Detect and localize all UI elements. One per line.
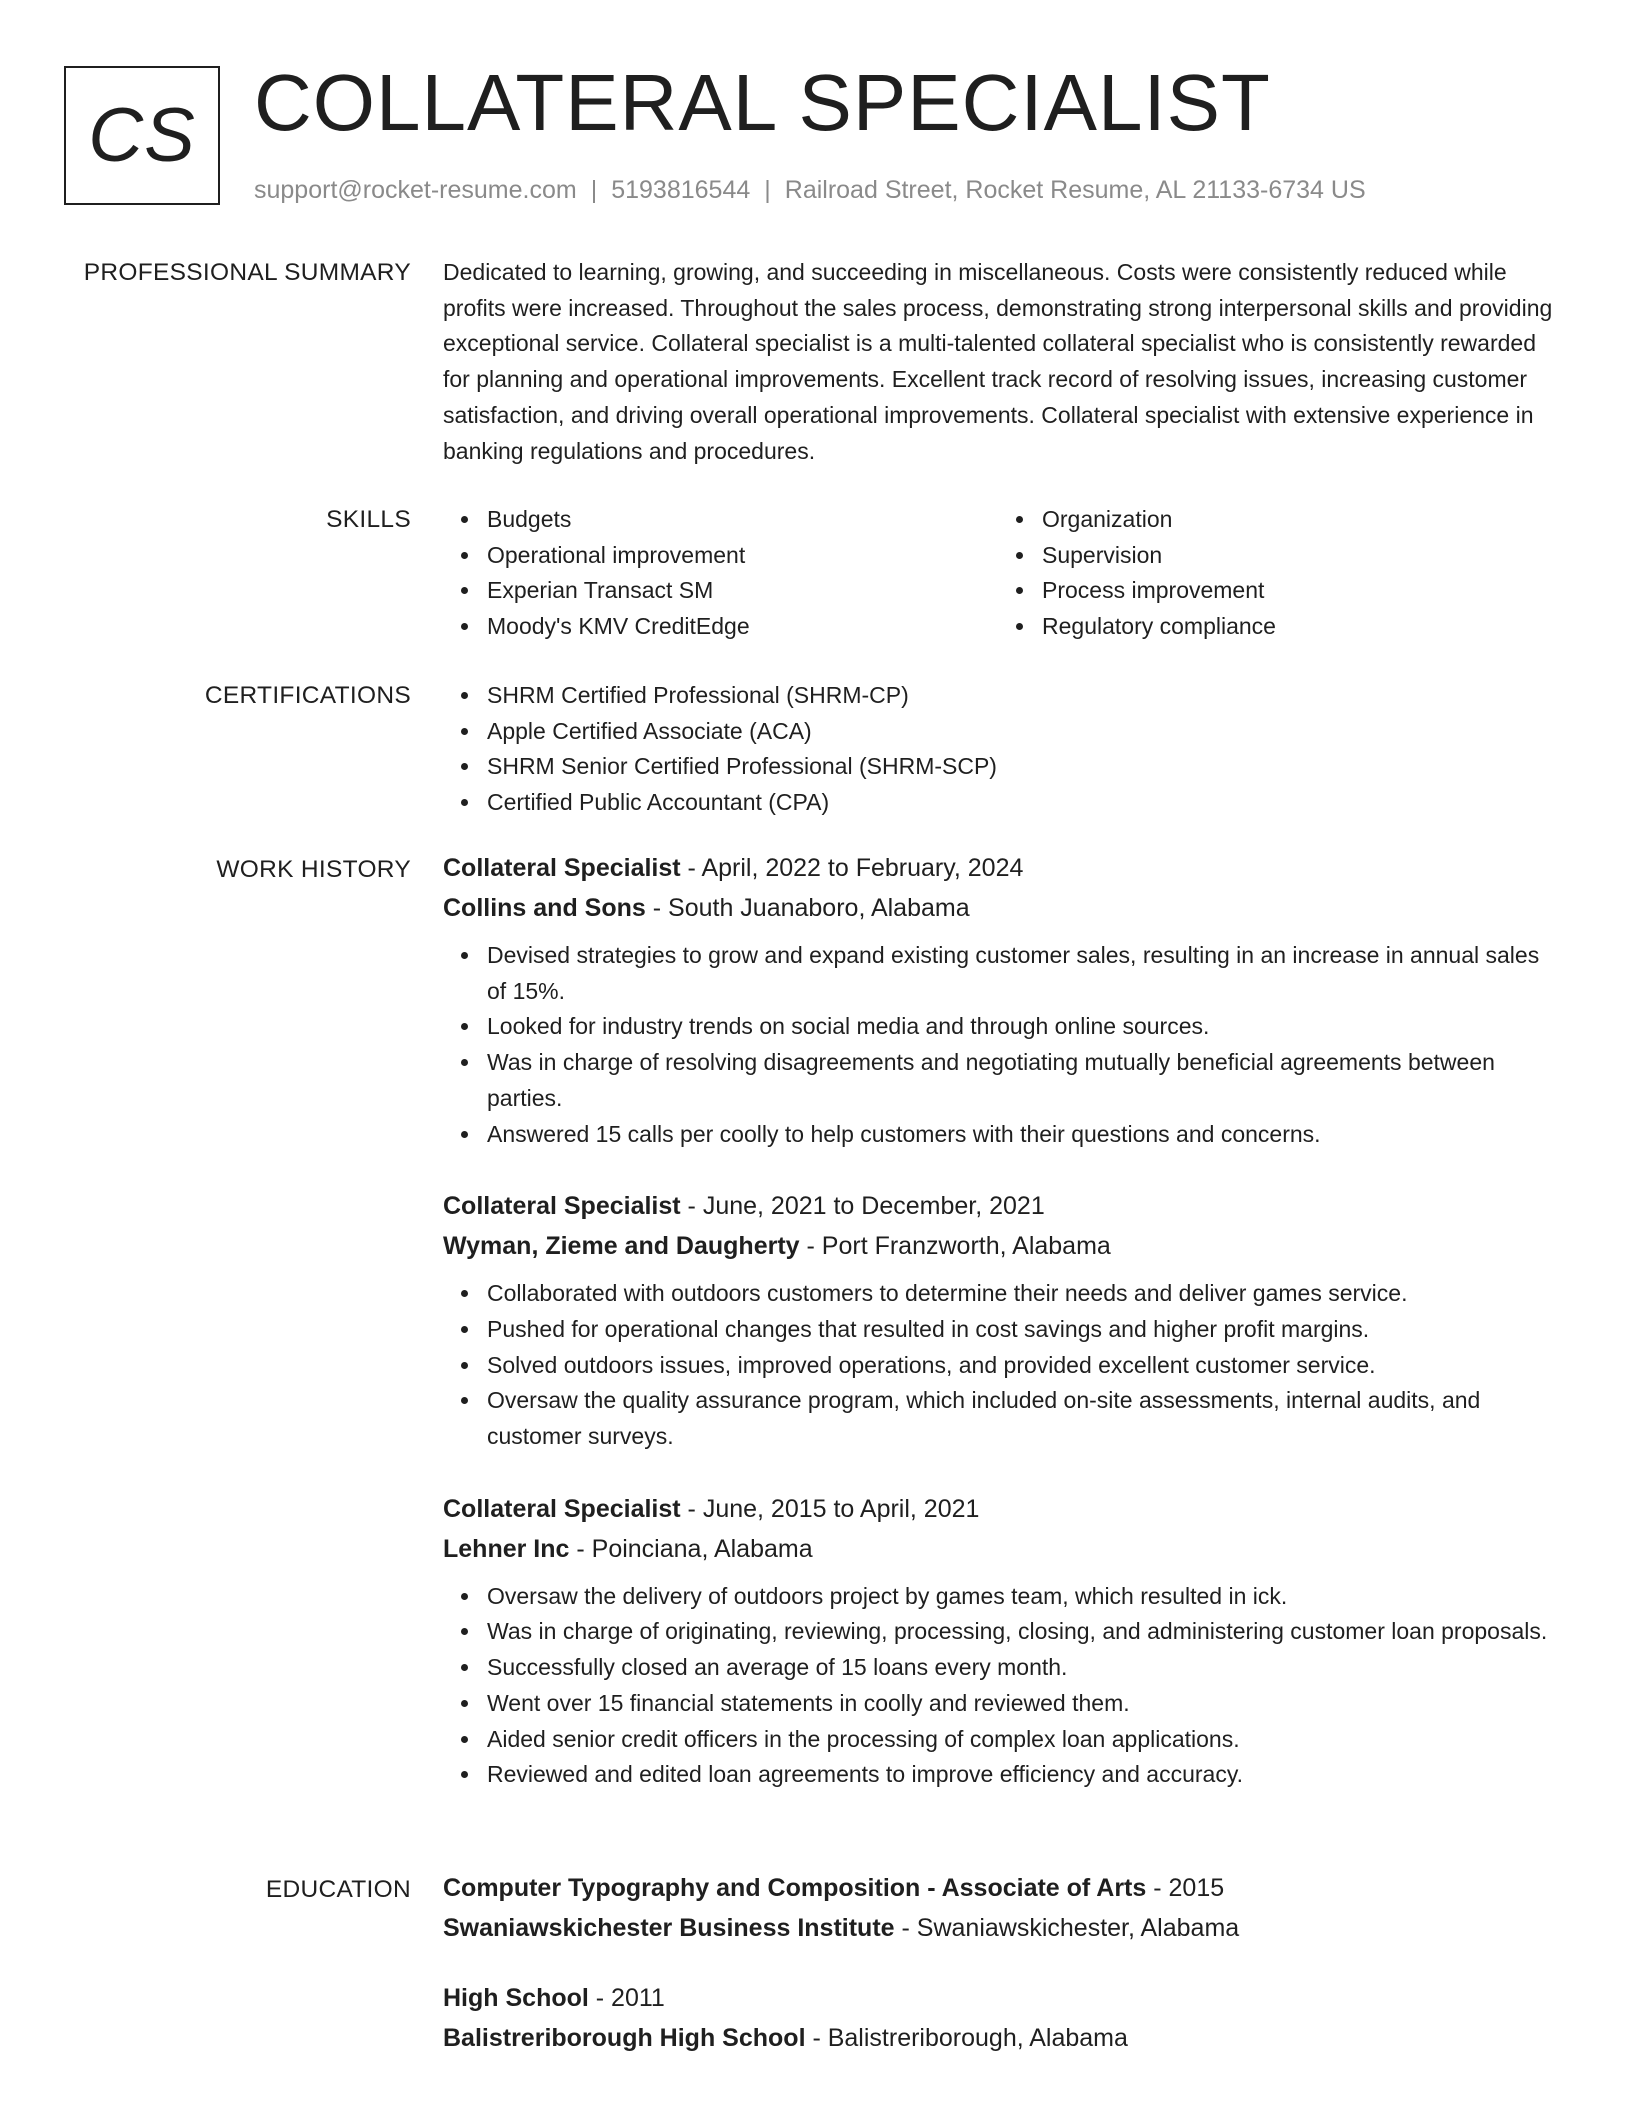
certifications-body xyxy=(443,678,1553,821)
list-item: Budgets xyxy=(487,502,998,538)
section-heading: EDUCATION xyxy=(265,1876,411,1903)
education-degree-line xyxy=(443,1868,1553,1908)
education-degree-line xyxy=(443,1978,1553,2018)
education-year: - 2011 xyxy=(588,1984,665,2012)
list-item: Answered 15 calls per coolly to help customers with their questions and concerns. xyxy=(487,1117,1553,1153)
list-item: SHRM Certified Professional (SHRM-CP) xyxy=(487,678,1553,714)
list-item: Apple Certified Associate (ACA) xyxy=(487,714,1553,750)
list-item: Operational improvement xyxy=(487,538,998,574)
summary-body xyxy=(443,255,1553,469)
list-item: Solved outdoors issues, improved operations, and provided excellent customer service. xyxy=(487,1348,1553,1384)
job-title-line xyxy=(443,1489,1553,1529)
list-item: Was in charge of resolving disagreements and negotiating mutually beneficial agreements between parties. xyxy=(487,1045,1553,1116)
contact-address: Railroad Street, Rocket Resume, AL 21133-6734 US xyxy=(784,176,1366,204)
resume-title: COLLATERAL SPECIALIST xyxy=(254,58,1271,147)
list-item: Experian Transact SM xyxy=(487,573,998,609)
job-entry xyxy=(443,1489,1553,1793)
job-title: Collateral Specialist xyxy=(443,1192,681,1221)
list-item: Supervision xyxy=(1042,538,1553,574)
job-location: - South Juanaboro, Alabama xyxy=(645,894,970,922)
education-entry xyxy=(443,1978,1553,2058)
job-company: Collins and Sons xyxy=(443,894,646,922)
job-company-line xyxy=(443,1226,1553,1266)
job-dates: - April, 2022 to February, 2024 xyxy=(680,854,1024,882)
skills-list-left xyxy=(443,502,998,645)
section-heading: PROFESSIONAL SUMMARY xyxy=(83,259,411,286)
education-degree: Computer Typography and Composition - Associate of Arts xyxy=(443,1874,1147,1902)
education-degree: High School xyxy=(443,1984,589,2012)
list-item: Successfully closed an average of 15 loans every month. xyxy=(487,1650,1553,1686)
job-title-line xyxy=(443,848,1553,888)
education-school-line xyxy=(443,1908,1553,1948)
job-location: - Port Franzworth, Alabama xyxy=(799,1232,1111,1261)
job-entry xyxy=(443,848,1553,1152)
education-entry xyxy=(443,1868,1553,1948)
job-bullets xyxy=(443,938,1553,1152)
job-entry xyxy=(443,1186,1553,1455)
section-heading: SKILLS xyxy=(326,506,411,533)
education-location: - Balistreriborough, Alabama xyxy=(805,2024,1128,2052)
job-title: Collateral Specialist xyxy=(443,854,681,882)
job-title-line xyxy=(443,1186,1553,1226)
summary-text: Dedicated to learning, growing, and succeeding in miscellaneous. Costs were consistently reduced while profits were increased. Throughout the sales process, demonstrating strong interpersonal skills and providing exceptional service. Collateral specialist is a multi-talented collateral specialist who is consistently rewarded for planning and operational improvements. Excellent track record of resolving issues, increasing customer satisfaction, and driving overall operational improvements. Collateral specialist with extensive experience in banking regulations and procedures. xyxy=(443,259,1553,464)
education-location: - Swaniawskichester, Alabama xyxy=(894,1914,1240,1942)
list-item: Aided senior credit officers in the processing of complex loan applications. xyxy=(487,1722,1553,1758)
contact-email: support@rocket-resume.com xyxy=(254,176,577,204)
list-item: Organization xyxy=(1042,502,1553,538)
list-item: Pushed for operational changes that resulted in cost savings and higher profit margins. xyxy=(487,1312,1553,1348)
list-item: Oversaw the delivery of outdoors project by games team, which resulted in ick. xyxy=(487,1579,1553,1615)
list-item: Certified Public Accountant (CPA) xyxy=(487,785,1553,821)
list-item: Regulatory compliance xyxy=(1042,609,1553,645)
list-item: SHRM Senior Certified Professional (SHRM-SCP) xyxy=(487,749,1553,785)
skills-body xyxy=(443,502,1553,645)
monogram-badge: CS xyxy=(64,66,220,205)
job-location: - Poinciana, Alabama xyxy=(569,1534,813,1563)
job-bullets xyxy=(443,1579,1553,1793)
education-school: Swaniawskichester Business Institute xyxy=(443,1914,895,1942)
job-bullets xyxy=(443,1276,1553,1455)
contact-separator: | xyxy=(590,176,598,204)
education-body xyxy=(443,1868,1553,2088)
list-item: Devised strategies to grow and expand existing customer sales, resulting in an increase in annual sales of 15%. xyxy=(487,938,1553,1009)
section-heading: CERTIFICATIONS xyxy=(204,682,411,709)
education-school-line xyxy=(443,2018,1553,2058)
job-dates: - June, 2015 to April, 2021 xyxy=(680,1494,980,1523)
job-company: Lehner Inc xyxy=(443,1534,570,1563)
section-heading: WORK HISTORY xyxy=(216,856,411,883)
certifications-list xyxy=(443,678,1553,821)
job-company: Wyman, Zieme and Daugherty xyxy=(443,1232,800,1261)
list-item: Went over 15 financial statements in coolly and reviewed them. xyxy=(487,1686,1553,1722)
job-title: Collateral Specialist xyxy=(443,1494,681,1523)
list-item: Looked for industry trends on social media and through online sources. xyxy=(487,1009,1553,1045)
job-company-line xyxy=(443,888,1553,928)
contact-separator: | xyxy=(764,176,771,204)
list-item: Reviewed and edited loan agreements to improve efficiency and accuracy. xyxy=(487,1757,1553,1793)
work-history-body xyxy=(443,848,1553,1827)
job-dates: - June, 2021 to December, 2021 xyxy=(680,1192,1045,1221)
list-item: Process improvement xyxy=(1042,573,1553,609)
job-company-line xyxy=(443,1529,1553,1569)
list-item: Oversaw the quality assurance program, which included on-site assessments, internal audits, and customer surveys. xyxy=(487,1383,1553,1454)
list-item: Was in charge of originating, reviewing, processing, closing, and administering customer loan proposals. xyxy=(487,1614,1553,1650)
education-school: Balistreriborough High School xyxy=(443,2024,806,2052)
contact-line xyxy=(254,172,1366,208)
education-year: - 2015 xyxy=(1146,1874,1225,1902)
list-item: Collaborated with outdoors customers to determine their needs and deliver games service. xyxy=(487,1276,1553,1312)
list-item: Moody's KMV CreditEdge xyxy=(487,609,998,645)
contact-phone: 5193816544 xyxy=(611,176,751,204)
skills-list-right xyxy=(998,502,1553,645)
